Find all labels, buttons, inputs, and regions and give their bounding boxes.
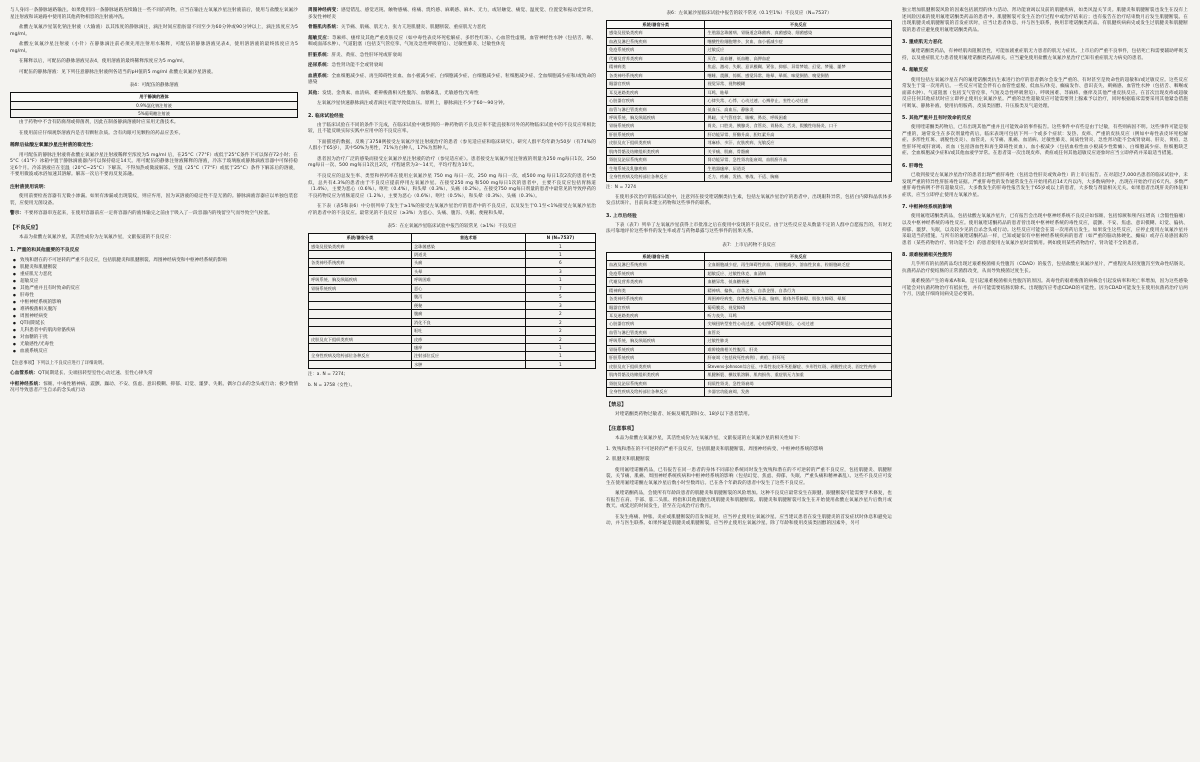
paragraph: 不良反应的总发生率、类型和停药率在使用左氧氟沙星 750 mg 每日一次、250 mg 每日一次、或500 mg 每日1次2次的患者中类似，总共有4.3%的患者由于不良反应提前停用左氧氟沙星。在接受250 mg 和500 mg每日1次的患者中，主要不良反应包括胃肠道（1.4%），主要为恶心（0.6%）、呕吐（0.4%），和头晕（0.3%）、头痛（0.2%）。在接受750 mg每日剂量的患者中最常见的导致停药的不良药物反应为胃肠道反应（1.2%），主要为恶心（0.6%）、呕吐（0.5%），和头晕（0.3%）、头痛（0.3%）。	[308, 174, 596, 199]
cell-system: 心脏器官疾病	[607, 320, 705, 328]
table-row	[607, 71, 892, 79]
paragraph	[308, 25, 596, 32]
table-row	[607, 130, 892, 138]
table-common-adr	[308, 233, 596, 369]
list-item: ● 肌腱炎和肌腱断裂	[20, 265, 298, 272]
cell-system: 血液及淋巴系统疾病	[607, 261, 705, 269]
table6-header-cell: 不良反应	[705, 20, 892, 28]
cell-system: 各类神经系统疾病	[607, 71, 705, 79]
column-4	[902, 8, 1188, 756]
table-row	[607, 164, 892, 172]
table-row: 0.9%氯化钠注射液	[11, 101, 298, 109]
cell-value: 1	[525, 250, 595, 258]
paragraph: 下面描述的数据，反映了3758例接受左氧氟沙星注射液治疗的患者（参见适应症和临床研究）。研究人群平均年龄为50岁（有74%的人群小于65岁），其中50%为男性，71%为白种人，17%为黑种人。	[308, 139, 596, 152]
cell-value: 6	[525, 259, 595, 267]
cell-system: 感染及侵染类疾病	[309, 242, 412, 250]
paragraph	[10, 382, 298, 395]
list-item: ● 中枢神经系统的影响	[20, 300, 298, 307]
paragraph: 由于药物中不含有防腐剂或抑菌剂，因此在制备静滴溶液时应采用无菌技术。	[19, 120, 179, 126]
ms-text: 关节痛、肌痛、肌无力、张力亢进肌腱炎、肌腱断裂、重症肌无力恶化	[340, 25, 487, 31]
cell-term: 消化不良	[411, 318, 525, 326]
table-row	[607, 113, 892, 121]
cell-reaction: 过敏反应	[705, 46, 892, 54]
cell-term: 恶心	[411, 284, 525, 292]
table-row	[309, 310, 596, 318]
table7-header-cell: 系统/器官分类	[607, 252, 705, 260]
column-2	[308, 8, 596, 756]
cv-label: 心血管系统：	[10, 371, 39, 377]
cell-reaction: 胃炎、口腔炎、胰腺炎、食管炎、胃肠炎、舌炎、假膜性结肠炎、口干	[705, 122, 892, 130]
table6-note: 注：N = 7274	[606, 184, 637, 190]
cell-reaction: 肝功能异常、肝酶升高、胆红素升高	[705, 130, 892, 138]
blood-text: 全血细胞减少症、再生障碍性贫血、血小板减少症、白细胞减少症、白细胞减少症、粒细胞减少症、全血细胞减少症和/或致命的感染	[308, 73, 596, 86]
table5-header-cell: 首选术语	[411, 234, 525, 242]
paragraph: 使用喹诺酮类药物后，已有出现其他严重并且可能致命的事件报告。这些事件中有些是由于过敏，有些则病因不明。这些事件可能是很严重的，通常发生在多次剂量给药后。临床表现可包括下列一个或多个症状：发热、皮疹、严重的皮肤反应（例如中毒性表皮坏死松解症、多形性红斑、剥脱性皮炎）、血管炎、关节痛、肌痛、血清病、过敏性肺炎、间质性肾炎、急性肾功能不全或肾衰竭、肝炎、黄疸、急性肝坏死或肝衰竭、贫血（包括溶血性和再生障碍性贫血）、血小板减少（包括血栓性血小板减少性紫癜）、白细胞减少症、粒细胞缺乏症、全血细胞减少症和/或其他血液学异常。在患者第一次出现皮疹、黄疸或任何其他超敏反应迹象时应当立即停药并采取适当措施。	[902, 125, 1188, 157]
cell-reaction: 血糖异常、低血糖昏迷	[705, 278, 892, 286]
cell-value: 2	[525, 310, 595, 318]
table6-caption: 表6：左氧氟沙星临床试验中报告的较不常见（0.1至1%）不良反应（N=7537）	[666, 11, 832, 16]
other-text: 发烧、金黄素、血清病、难辨梭菌相关性腹泻、血糖紊乱、光敏感性/光毒性	[322, 90, 479, 96]
cns-label: 中枢神经系统：	[10, 381, 44, 387]
section-contraindications: 【禁忌】	[606, 401, 627, 408]
table-row	[607, 328, 892, 336]
list-item: ● 周围神经病变	[20, 314, 298, 321]
paragraph: 左氧氟沙星快速静脉滴注或者滴注可能导致低血压。原则上，静脉滴注不少于60～90分钟。	[317, 101, 508, 107]
cell-term: 念珠菌感染	[411, 242, 525, 250]
precaution-item: 1. 致残和潜在的不可逆转的严重不良反应，包括肌腱炎和肌腱断裂、周围神经病变、中枢神经系统的影响	[606, 446, 824, 452]
cell-system	[309, 250, 412, 258]
table-row	[607, 295, 892, 303]
paragraph: 用可配伍的静脉注射液将盐酸左氧氟沙星注射液稀释至浓度为5 mg/ml 后，在25°C（77°F）或低于25°C条件下可以保存72小时；在5°C（41°F）冰箱中置于静脉滴液器内可以保持稳定14天。用可配伍的静脉注射液稀释的溶液，冷冻于玻璃瓶或静脉滴液容器中可保持稳定6个月。冷冻溶液应在室温（20°C~25°C）下解冻，不得加热或微波解冻。至温（25°C（77°F）或低于25°C）条件下解冻后的溶液，不要用微波或冰浴加速其溶解。解冻一次后不要再反复冻融。	[10, 152, 298, 178]
cell-reaction: 乏力、疼痛、发热、寒战、不适、胸痛	[705, 173, 892, 181]
precaution-heading-7: 7. 中枢神经系统的影响	[902, 205, 953, 211]
paragraph: 使用包括左氧氟沙星在内的氟喹诺酮类抗生素进行治疗的患者偶尔会发生严重的、有时甚至是致命性的超敏和/或过敏反应。这些反应常发生于第一次用药后。一些反应可能会伴有心血管性虚脱、低血压/休克、癫痫发作、意识丧失、刺痛感、血管性水肿（包括舌、咽喉或面部水肿）、气道阻塞（包括支气管痉挛、气短及急性呼吸窘迫）、呼吸困难、荨麻疹、瘙痒及其他严重皮肤反应。在首次出现皮疹或超敏反应任何其他症状时应立即停止使用左氧氟沙星。严重的急性超敏反应可能需要肾上腺素予以治疗，同时根据临床需要采用其他紧急措施可吸氧、静脉补液、使用抗组胺药、皮质类固醇、升压胺类及气道处理。	[902, 77, 1188, 109]
paragraph: 在发生疼痛、肿胀、炎症或肌腱断裂的首发体征时，应当停止使用左氧氟沙星。应当建议患者在发生肌腱炎的首发症状时休息和避免运动，并与医生联系。如果怀疑是肌腱炎或肌腱断裂，应当停止使用左氧氟沙星。除了年龄和使用皮质类固醇的因素外，另可	[606, 514, 892, 527]
paragraph: 盐酸左氧氟沙星氯化钠注射液（大输液）以其浓度的静脉滴注，滴注时间应脂肪量不同至少为60分钟或90分钟以上，滴注浓度应为5 mg/ml。	[10, 25, 298, 37]
paragraph: 由于临床试验在不同的条件下完成，在临床试验中观察到的一种药物的不良反应率不能直接和另外的药物临床试验中的不良反应率相比较，且不能反映实际实践中应用中的不良反应率。	[308, 122, 596, 135]
cell-system: 皮肤及皮下组织类疾病	[607, 139, 705, 147]
paragraph: 氟喹诺酮药品，会使所有年龄段患者的肌腱炎和肌腱断裂的风险增加。这种不良反应最常发生在跟腱，跟腱断裂可能需要手术修复，也有报告在肩、手部、肱二头肌、拇指和其他肌腱出现肌腱炎和肌腱断裂。肌腱炎和肌腱断裂可发生在开始使用盐酸左氧氟沙星片后数月或数天。或延迟的时间发生，甚至在完成治疗后数月。	[606, 491, 892, 510]
list-item: ● 难辨梭菌相关腹泻	[20, 307, 298, 314]
liver-label: 肝脏系统：	[308, 52, 332, 58]
table7-header-cell: 不良反应	[705, 252, 892, 260]
cell-reaction: 超敏反应、过敏性休克、血清病	[705, 269, 892, 277]
table-row	[309, 343, 596, 351]
list-item: ● 儿科患者中的肌肉骨骼疾病	[20, 328, 298, 335]
subsection-injection-title: 注射液使用说明：	[10, 184, 49, 190]
table6-header-cell: 系统/器官分类	[607, 20, 705, 28]
cell-system: 全身性疾病及给药部位各种反应	[607, 388, 705, 396]
cell-system: 耳及迷路类疾病	[607, 88, 705, 96]
cell-system: 血液及淋巴系统疾病	[607, 37, 705, 45]
paragraph: 在使用前应仔细观察溶液内是否有颗粒杂质。含有肉眼可见颗粒的药品应丢弃。	[19, 130, 184, 136]
cell-value: 2	[525, 335, 595, 343]
table-row	[607, 371, 892, 379]
cell-term: 头晕	[411, 267, 525, 275]
cell-term: 注射部位反应	[411, 352, 525, 360]
cell-system: 皮肤及皮下组织类疾病	[607, 362, 705, 370]
precaution-heading-5: 5. 其他严重并且有时致命的反应	[902, 116, 972, 122]
cell-system	[309, 310, 412, 318]
cell-system: 代谢及营养类疾病	[607, 54, 705, 62]
cell-reaction: 耳鸣、眩晕	[705, 88, 892, 96]
cell-system: 生殖系统及乳腺疾病	[607, 164, 705, 172]
table-row	[309, 284, 596, 292]
paragraph	[308, 36, 596, 49]
adr-subsection-1: 1. 严重的和其他重要的不良反应	[10, 247, 80, 253]
cell-value: 5	[525, 293, 595, 301]
paragraph: 独立增加肌腱断裂风险的因素包括剧烈的体力活动、肾功能衰竭以及前的肌腱疾病，如类风湿关节炎。肌腱炎和肌腱断裂也发生在没有上述风险因素的使用氟喹诺酮类药品的患者中。肌腱断裂可发生在治疗过程中或治疗结束后；也有报告在治疗结束数月后发生肌腱断裂。在出现肌腱炎或肌腱断裂的首发症状时，应当让患者休息、并与医生联系，换用非喹诺酮类药品。有肌腱疾病病史或发生过肌腱炎和肌腱断裂的患者应避免使用氟喹诺酮类药品。	[902, 8, 1188, 33]
cell-system: 眼器官疾病	[607, 80, 705, 88]
table5-header-cell: N (N=7537)	[525, 234, 595, 242]
cell-system: 胃肠系统疾病	[309, 284, 412, 292]
paragraph: 几乎所有的抗菌药品均出现过艰难梭菌相关性腹泻（CDAD）的报告，包括盐酸左氧氟沙星片，严重程度从轻度腹泻至致命性结肠炎。抗菌药品治疗使结肠的正常菌群改变，从而导致梭菌过度生长。	[902, 262, 1188, 274]
table-row	[607, 345, 892, 353]
cell-term: 腹泻	[411, 293, 525, 301]
cell-system: 血管与淋巴管类疾病	[607, 105, 705, 113]
paragraph: 下表（表7）列举了左氧氟沙星获得上市批准之后在使用中发现的不良反应。由于这些反应是从数量不定的人群中自愿报告的，有时无法可靠地评价这些事件的发生率或者与药物暴露与这些事件的因果关系。	[606, 222, 892, 235]
adr-list	[10, 258, 298, 356]
cell-reaction: 听力丧失、耳鸣	[705, 312, 892, 320]
table7-caption: 表7：上市后药物不良反应	[722, 242, 776, 248]
cell-system: 代谢及营养类疾病	[607, 278, 705, 286]
pn-text: 感觉错乱、感觉迟钝、触物感痛、疼痛、烧灼感、麻刺感、麻木、无力，或轻触觉、痛觉、温度觉、位置觉和振动觉异常，多发性神经炎	[308, 8, 597, 20]
table-row	[309, 301, 596, 309]
hs-text: 荨麻疹、瘙痒及其他严重皮肤反应（如中毒性表皮坏死松解症、多形性红斑）、心血管性虚脱、血管神经性水肿（包括舌、喉、咽或面部水肿）、气道阻塞（包括支气管痉挛、气短及急性呼吸窘迫）、过敏性肺炎、过敏性休克	[308, 35, 596, 48]
table5-caption: 表5：在左氧氟沙星临床试验中报告的较常见（≥1%）不良反应	[387, 224, 517, 230]
table-row	[607, 139, 892, 147]
table-row	[607, 388, 892, 396]
cell-reaction: 肝衰竭（包括致死性病例）、黄疸、肝坏死	[705, 354, 892, 362]
list-item: ● 光敏感性/光毒性	[20, 342, 298, 349]
cell-system: 心脏器官疾病	[607, 97, 705, 105]
paragraph	[308, 91, 596, 98]
paragraph: 艰难梭菌产生的毒素A和B。是引起艰难梭菌相关性腹泻的原因。高毒性的艰难梭菌的病株会引起发病率和死亡率增加，因为这些感染可能会对抗菌药物治疗有抵抗性，并有可能需要结肠切除术。出现腹泻应考虑CDAD的可能性。因为CDAD可能发生在使用抗菌药治疗后两个月，因此仔细询问病史是必要的。	[902, 279, 1188, 298]
cell-reaction: Stevens-Johnson综合征、中毒性表皮坏死松解症、多形性红斑、剥脱性皮炎、固定性药疹	[705, 362, 892, 370]
table-postmarketing-adr	[606, 252, 892, 397]
cell-system: 血管与淋巴管类疾病	[607, 328, 705, 336]
subsection-stability-title: 稀释后盐酸左氧氟沙星注射液的稳定性：	[10, 143, 97, 149]
table-row	[607, 147, 892, 155]
cell-system	[309, 343, 412, 351]
cell-reaction: 关节痛、肌痛、骨骼痛	[705, 147, 892, 155]
paragraph: 对喹诺酮类药物过敏者、妊娠及哺乳期妇女、18岁以下患者禁用。	[615, 412, 753, 418]
paragraph: 在稀释以后，可配伍的静脉溶液见表4，使用溶液的最终稀释浓度应为5 mg/ml。	[19, 59, 188, 65]
cell-term: 便秘	[411, 301, 525, 309]
list-item: ● 其他严重并且有时致命的反应	[20, 286, 298, 293]
table4-caption: 表4：可配伍的静脉溶液	[129, 83, 179, 89]
section-precautions: 【注意事项】	[606, 425, 637, 432]
cell-system: 皮肤及皮下组织类疾病	[309, 335, 412, 343]
precaution-heading-4: 4. 超敏反应	[902, 68, 929, 74]
cell-system: 各类神经系统疾病	[309, 259, 412, 267]
cell-value: 1	[525, 276, 595, 284]
cell-system	[309, 301, 412, 309]
cell-system: 感染及侵染类疾病	[607, 29, 705, 37]
cell-reaction: 血管炎	[705, 328, 892, 336]
warning-paragraph	[10, 211, 298, 218]
paragraph: 使用氟喹诺酮类药品，包括盐酸左氧氟沙星片，已有报告会出现中枢神经系统不良反应如惊厥、包括惊厥和颅内压增高（含假性脑瘤）以及中枢神经系统的毒性反应。使用氟喹诺酮药品的患者曾出现中枢神经系统的毒性反应，震颤、不安、焦虑、意识模糊、幻觉、偏执、抑郁、噩梦、失眠，以及较少见的自杀念头或行动。这些反应可能会在第一次用药后发生。如果发生这些反应，应停止使用左氧氟沙星并采取适当的措施。与所有的氟喹诺酮药品一样，已知或疑似有中枢神经系统疾病的患者（如严重的脑动脉硬化、癫痫）或存在易感因素的患者（某些药物治疗、肾功能不全）的患者使用左氧氟沙星时需慎用。例如使用某些药物治疗、肾功能不全的患者。	[902, 214, 1188, 246]
table-row	[607, 37, 892, 45]
cell-reaction: 过敏性肺炎	[705, 337, 892, 345]
blood-label: 血液系统：	[308, 73, 332, 79]
list-item: ● 肝毒性	[20, 293, 298, 300]
cell-system	[309, 327, 412, 335]
cell-system: 耳及迷路类疾病	[607, 312, 705, 320]
table4-header: 用于静滴的液体	[11, 93, 298, 101]
cell-reaction: 低血压、高血压、静脉炎	[705, 105, 892, 113]
cell-term: 呼吸困难	[411, 276, 525, 284]
cell-value: 1	[525, 352, 595, 360]
column-3	[606, 8, 892, 756]
cell-term: 水肿	[411, 360, 525, 368]
cell-system	[309, 318, 412, 326]
table-row	[607, 97, 892, 105]
paragraph: 氟喹诺酮类药品，有神经肌肉阻断活性，可能加剧重症肌无力患者的肌无力症状。上市后的严重不良事件，包括死亡和需要辅助呼吸支持，以及重症肌无力患者使用氟喹诺酮类药品相关。应当避免使用盐酸左氧氟沙星治疗已知有重症肌无力病史的患者。	[902, 49, 1188, 61]
cell-reaction: 鼻衄、支气管痉挛、咳嗽、鼻炎、呼吸困难	[705, 113, 892, 121]
table-row	[309, 259, 596, 267]
cell-reaction: 厌食、高血糖、低血糖、高钾血症	[705, 54, 892, 62]
cell-reaction: 嗜酸性粒细胞增多、贫血、血小板减少症	[705, 37, 892, 45]
table-row	[607, 88, 892, 96]
cell-reaction: 肾功能异常、急性肾功能衰竭、血肌酐升高	[705, 156, 892, 164]
list-item: ● 超敏反应	[20, 279, 298, 286]
table-compatible-solutions	[10, 92, 298, 118]
cell-system: 全身性疾病及给药部位各种反应	[607, 173, 705, 181]
cell-system: 呼吸系统、胸及纵隔疾病	[607, 113, 705, 121]
cell-reaction: 荨麻疹、多汗、皮肤疾病、光敏反应	[705, 139, 892, 147]
table-row	[607, 156, 892, 164]
cell-reaction: 葡萄膜炎、视觉障碍	[705, 303, 892, 311]
table-row	[309, 293, 596, 301]
warning-label: 警示：	[10, 211, 25, 217]
cell-reaction: 生殖器瘙痒、尿道炎	[705, 164, 892, 172]
table-row	[607, 173, 892, 181]
liver-text: 肝炎、黄疸、急性肝坏死或肝衰竭	[331, 52, 402, 58]
list-item: ● QT间期延长	[20, 321, 298, 328]
cns-text: 惊厥、中毒性精神病、震颤、躁动、不安、焦虑、意识模糊、抑郁、幻觉、噩梦、失眠、偶尔自杀的念头或行动；极少数情况可导致患者产生自杀的念头或行动	[10, 381, 299, 394]
cell-reaction: 心律失常、心悸、心动过速、心搏停止、室性心动过速	[705, 97, 892, 105]
paragraph: 在使用多次治疗的临床试验中，注意到在接受喹诺酮类抗生素，包括左氧氟沙星治疗的患者中，出现眼科异常，包括白内障和晶状体多发点状斑片。目前尚未建立药物和这些事件的联系。	[606, 194, 892, 207]
cell-term: 瘙痒	[411, 343, 525, 351]
cell-system: 免疫系统疾病	[607, 46, 705, 54]
pn-label: 周围神经病变：	[308, 8, 342, 13]
paragraph: 在下表（表5和表6）中分别列举了发生于≥1%的接受左氧氟沙星治疗的患者中的不良反应，以及发生于0.1至<1%接受左氧氟沙星治疗的患者中的不良反应。最常见的不良反应（≥3%）为恶心、头痛、腹泻、失眠、便秘和头晕。	[308, 204, 596, 216]
cell-reaction: 难辨梭菌相关性腹泻、肝炎	[705, 345, 892, 353]
cell-system: 各类神经系统疾病	[607, 295, 705, 303]
paragraph: 患者因为治疗广泛的感染而接受左氧氟沙星注射液的治疗（参见适应症）。患者接受左氧氟沙星注射液的剂量为250 mg每日1次、250 mg每日一次、500 mg每日1次且2次，疗程通常为3～14天，平均疗程为10天。	[308, 156, 596, 169]
cell-term: 皮疹	[411, 335, 525, 343]
list-item: ● 血液系统反应	[20, 349, 298, 356]
cell-reaction: 嗜睡、震颤、惊厥、感觉异常、眩晕、晕厥、味觉倒错、嗅觉倒错	[705, 71, 892, 79]
cv-text: QT间期延长、尖端扭转型室性心动过速、室性心律失常	[38, 371, 153, 377]
table-row	[607, 379, 892, 387]
cell-system: 胃肠系统疾病	[607, 345, 705, 353]
cell-system: 肾脏及泌尿系统疾病	[607, 379, 705, 387]
cell-system: 精神病类	[607, 286, 705, 294]
table-row	[607, 337, 892, 345]
cell-system: 免疫系统疾病	[607, 269, 705, 277]
cell-value: 1	[525, 242, 595, 250]
other-label: 其他：	[308, 90, 323, 96]
paragraph	[308, 74, 596, 87]
cell-system: 精神病类	[607, 63, 705, 71]
cell-system: 眼器官疾病	[607, 303, 705, 311]
cell-value: 2	[525, 318, 595, 326]
list-item: ● 重症肌无力恶化	[20, 272, 298, 279]
cell-system	[309, 293, 412, 301]
cell-system: 肌肉骨骼及结缔组织类疾病	[607, 371, 705, 379]
paragraph: 盐酸左氧氟沙星注射液（小针）在静脉滴注前必须先用注射用水稀释，可配伍的静脉溶液见表4，使用溶溶液的最终浓度应为5 mg/ml。	[10, 42, 298, 54]
cell-reaction: 多器官功能衰竭、发热	[705, 388, 892, 396]
table-row	[607, 261, 892, 269]
cell-reaction: 肌腱断裂、横纹肌溶解、肌肉损伤、重症肌无力加重	[705, 371, 892, 379]
cell-system	[309, 360, 412, 368]
table-row	[607, 354, 892, 362]
table-row	[309, 242, 596, 250]
cell-reaction: 焦虑、激动、失眠、意识模糊、紧张、抑郁、异常梦境、幻觉、梦魇、噩梦	[705, 63, 892, 71]
list-item: ● 致残和潜在的不可逆转的严重不良反应，包括肌腱炎和肌腱断裂、周围神经病变和中枢神经系统的影响	[20, 258, 298, 265]
table-row	[309, 352, 596, 360]
cell-term: 头痛	[411, 259, 525, 267]
table-row	[309, 276, 596, 284]
table5-note-a: 注：a. N = 7274;	[308, 372, 346, 378]
cell-system: 肌肉骨骼及结缔组织类疾病	[607, 147, 705, 155]
paragraph	[308, 8, 596, 21]
cell-system: 胃肠系统疾病	[607, 122, 705, 130]
table-row	[607, 269, 892, 277]
table-row	[309, 250, 596, 258]
cell-reaction: 生殖器念珠菌病、胃肠道念珠菌病、真菌感染、细菌感染	[705, 29, 892, 37]
cell-value: 3	[525, 267, 595, 275]
table-row	[607, 278, 892, 286]
paragraph	[308, 53, 596, 60]
cell-term: 腹痛	[411, 310, 525, 318]
cell-system: 肝胆系统疾病	[607, 354, 705, 362]
paragraph: 本品为盐酸左氧氟沙星，其活性成份为左氧氟沙星，文献报道的左氧氟沙星的相关性如下：	[615, 436, 803, 442]
section-adverse-reactions: 【不良反应】	[10, 224, 41, 231]
table-row	[607, 80, 892, 88]
cell-term: 呕吐	[411, 327, 525, 335]
table-row	[607, 63, 892, 71]
column-1	[10, 8, 298, 756]
cell-reaction: 精神病、偏执、自杀念头、自杀企图、自杀行为	[705, 286, 892, 294]
table-row	[309, 335, 596, 343]
paragraph: 可配伍的静脉溶液：见下列任意静脉注射液例各适当的pH值的5 mg/ml 盐酸左氧氟沙星溶液。	[19, 69, 216, 75]
warning-text: 不要将容器串连起来，在使用容器前应一定将容器内的液体输完之前由于吸入了一段容器内的残留空气而导致空气栓塞。	[24, 211, 273, 217]
table-row	[607, 29, 892, 37]
table-row: 5%葡萄糖注射液	[11, 110, 298, 118]
cell-reaction: 间质性肾炎、急性肾衰竭	[705, 379, 892, 387]
cell-term: 阴道炎	[411, 250, 525, 258]
cell-reaction: 全血细胞减少症、再生障碍性贫血、白细胞减少、溶血性贫血、粒细胞缺乏症	[705, 261, 892, 269]
table-row	[309, 318, 596, 326]
hs-label: 超敏反应：	[308, 35, 332, 41]
paragraph: 使用氟喹诺酮药品，已有报告在同一患者的身体不同部位系统同时发生致残和潜在的不可逆转的严重不良反应，包括肌腱炎、肌腱断裂、关节痛、肌痛、周围神经系统疾病和中枢神经系统的影响（包括幻觉、焦虑、抑郁、失眠、严重头痛和精神紊乱）。这些不良反应可发生在使用氟喹诺酮左氧氟沙星后数小时至数周后。已在各个年龄段的患者中发生了这些不良反应。	[606, 467, 892, 486]
ms-label: 骨骼肌肉系统：	[308, 25, 341, 31]
cell-reaction: 视觉异常、视物模糊	[705, 80, 892, 88]
cell-system: 肝胆系统疾病	[607, 130, 705, 138]
precaution-heading-3: 3. 重症肌无力恶化	[902, 40, 943, 46]
table-row	[309, 267, 596, 275]
table-row	[607, 303, 892, 311]
cell-system: 呼吸系统、胸及纵隔疾病	[607, 337, 705, 345]
table-row	[607, 286, 892, 294]
table-row	[607, 122, 892, 130]
cell-value: 1	[525, 360, 595, 368]
table-row	[309, 360, 596, 368]
cell-value: 3	[525, 301, 595, 309]
cell-value: 7	[525, 284, 595, 292]
adr-subsection-2: 2. 临床试验经验	[308, 113, 344, 119]
table-row	[607, 320, 892, 328]
cell-value: 2	[525, 327, 595, 335]
table-row	[607, 362, 892, 370]
cell-value: 1	[525, 343, 595, 351]
table-row	[309, 327, 596, 335]
precaution-item: 2. 肌腱炎和肌腱断裂	[606, 457, 650, 463]
table-less-common-adr	[606, 20, 892, 182]
paragraph: 已收到接受左氧氟沙星治疗的患者出现严重肝毒性（包括急性肝炎或致命性）的上市后报告。在对超过7,000名患者的临床试验中，未发现严重的特异性肝脏毒性证据。严重肝毒性的发作通常发生在开始用药后14天内以内，大多数病例中，出现在开始治疗后6天内。多数严重肝毒性病例不伴有超敏反应。大多数发生的肝毒性报告发生于65岁或以上的患者，大多数与剂量相关无关。如果患者出现肝炎的体征和症状，应当立即停止使用左氧氟沙星。	[902, 173, 1189, 198]
uro-label: 泌尿系统：	[308, 63, 332, 69]
cell-reaction: 尖端扭转型室性心动过速、心电图QT间期延长、心动过速	[705, 320, 892, 328]
table-row	[607, 105, 892, 113]
adr-note: 【注意事项】下列以上不良反应进行了详细说明。	[10, 361, 107, 367]
paragraph	[308, 63, 596, 70]
paragraph: 使用前要检查容器有无微小渗漏。如果有渗漏或出现裂纹，则应弃用，因为该溶液的稳定性不是无菌的。静脉滴液容器应以单独包装套装，应使用无菌设备。	[10, 194, 298, 206]
paragraph	[10, 371, 298, 378]
paragraph: 与人身同一条静脉通路输注。如果使用同一条静脉通路连续输注一些不同的药物，应当在输注左氧氟沙星注射液前后，使用与盐酸左氧氟沙星注射液和该通路中使用的其他药物相容的注射液冲洗。	[10, 8, 298, 20]
precaution-heading-8: 8. 艰难梭菌相关性腹泻	[902, 253, 953, 259]
adr-subsection-3: 3. 上市后经验	[606, 213, 637, 219]
table-row	[607, 54, 892, 62]
uro-text: 急性肾功能不全或肾衰竭	[331, 63, 384, 69]
cell-system: 全身性疾病及给药部位各种反应	[309, 352, 412, 360]
cell-system	[309, 267, 412, 275]
cell-reaction: 周围神经病变、良性颅内压升高、脑病、锥体外系障碍、肌张力障碍、晕厥	[705, 295, 892, 303]
cell-system: 肾脏及泌尿系统疾病	[607, 156, 705, 164]
table5-note-b: b. N = 3758（女性）。	[308, 383, 355, 389]
table-row	[607, 312, 892, 320]
table5-header-cell: 系统/器官分类	[309, 234, 412, 242]
cell-system: 呼吸系统、胸及纵隔疾病	[309, 276, 412, 284]
list-item: ● 对血糖的干扰	[20, 335, 298, 342]
precaution-heading-6: 6. 肝毒性	[902, 163, 924, 169]
paragraph: 本品为盐酸左氧氟沙星，其活性成份为左氧氟沙星，文献报道的不良反应：	[19, 235, 174, 241]
table-row	[607, 46, 892, 54]
